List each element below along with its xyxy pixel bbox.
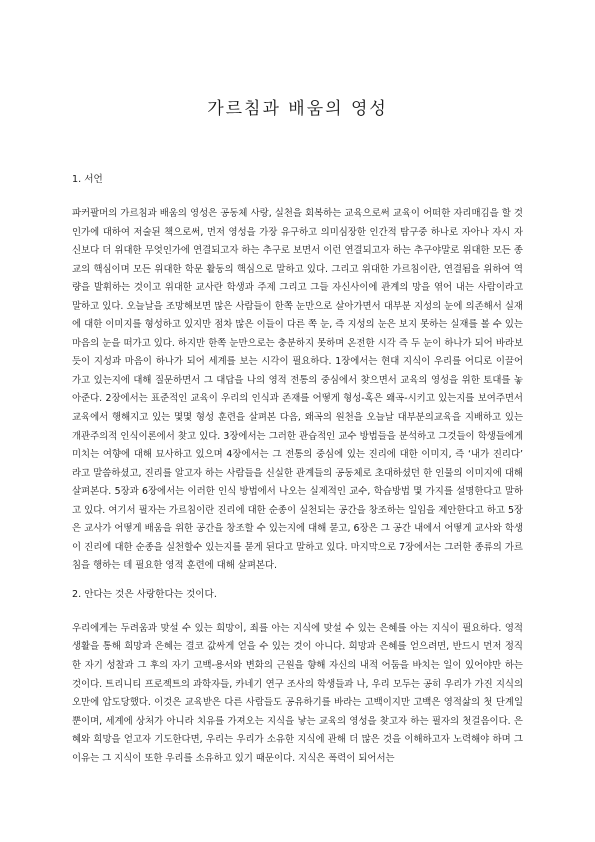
section-paragraph-knowing-is-loving: 우리에게는 두려움과 맞설 수 있는 희망이, 죄를 아는 지식에 맞설 수 있는 은혜를 아는 지식이 필요하다. 영적 생활을 통해 희망과 은혜는 결코 값싸게 얻을 수 있는 것이 아니다. 희망과 은혜를 얻으려면, 반드시 먼저 정직한 자기 성찰과 그 후의 자기 고백-용서와 변화의 근원을 향해 자신의 내적 어둠을 바치는 일이 있어야만 하는 것이다. 트리니티 프로젝트의 과학자들, 카네기 연구 조사의 학생들과 나, 우리 모두는 공히 우리가 가진 지식의 오만에 압도당했다. 이것은 교육받은 다른 사람들도 공유하기를 바라는 고백이지만 고백은 영적삶의 첫 단계일 뿐이며, 세계에 상처가 아니라 치유를 가져오는 지식을 낳는 교육의 영성을 찾고자 하는 필자의 첫걸음이다. 은혜와 희망을 얻고자 기도한다면, 우리는 우리가 소유한 지식에 관해 더 많은 것을 이해하고자 노력해야 하며 그 이유는 그 지식이 또한 우리를 소유하고 있기 때문이다. 지식은 폭력이 되어서는 xyxy=(72,622,523,764)
section-heading-intro: 1. 서언 xyxy=(72,174,103,185)
document-title: 가르침과 배움의 영성 xyxy=(207,99,388,119)
section-paragraph-intro: 파커팔머의 가르침과 배움의 영성은 공동체 사랑, 실천을 회복하는 교육으로써 교육이 어떠한 자리매김을 할 것인가에 대하여 저술된 책으로써, 먼저 영성을 가장 유구하고 의미심장한 인간적 탐구중 하나로 자아나 자시 자신보다 더 위대한 무엇인가에 연결되고자 하는 추구로 보면서 이런 연결되고자 하는 추구야말로 위대한 모든 종교의 핵심이며 모든 위대한 학문 활동의 핵심으로 말하고 있다. 그리고 위대한 가르침이란, 연결됨을 위하여 역량을 발휘하는 것이고 위대한 교사란 학생과 주제 그리고 그들 자신사이에 관계의 망을 엮어 내는 사람이라고 말하고 있다. 오늘날을 조망해보면 많은 사람들이 한쪽 눈만으로 살아가면서 대부분 지성의 눈에 의존해서 실재에 대한 이미지를 형성하고 있지만 점차 많은 이들이 다른 쪽 눈, 즉 지성의 눈은 보지 못하는 실재를 볼 수 있는 마음의 눈을 떠가고 있다. 하지만 한쪽 눈만으로는 충분하지 못하며 온전한 시각 즉 두 눈이 하나가 되어 바라보듯이 지성과 마음이 하나가 되어 세계를 보는 시각이 필요하다. 1장에서는 현대 지식이 우리를 어디로 이끌어 가고 있는지에 대해 질문하면서 그 대답을 나의 영적 전통의 중심에서 찾으면서 교육의 영성을 위한 토대를 놓아준다. 2장에서는 표준적인 교육이 우리의 인식과 존재를 어떻게 형성-혹은 왜곡-시키고 있는지를 보여주면서 교육에서 행해지고 있는 몇몇 형성 훈련을 살펴본 다음, 왜곡의 원천을 오늘날 대부분의교육을 지배하고 있는 개관주의적 인식이론에서 찾고 있다. 3장에서는 그러한 관습적인 교수 방법들을 분석하고 그것들이 학생들에게 미치는 여향에 대해 묘사하고 있으며 4장에서는 그 전통의 중심에 있는 진리에 대한 이미지, 즉 ‘내가 진리다’ 라고 말씀하셨고, 진리를 알고자 하는 사람들을 신실한 관계들의 공동체로 초대하셨던 한 인물의 이미지에 대해 살펴본다. 5장과 6장에서는 이러한 인식 방법에서 나오는 실제적인 교수, 학습방법 몇 가지를 설명한다고 말하고 있다. 여기서 필자는 가르침이란 진리에 대한 순종이 실천되는 공간을 창조하는 일임을 제안한다고 하고 5장은 교사가 어떻게 배움을 위한 공간을 창조할 수 있는지에 대해 묻고, 6장은 그 공간 내에서 어떻게 교사와 학생이 진리에 대한 순종을 실천할수 있는지를 묻게 된다고 말하고 있다. 마지막으로 7장에서는 그러한 종류의 가르침을 행하는 데 필요한 영적 훈련에 대해 살펴본다. xyxy=(72,208,523,572)
section-heading-knowing-is-loving: 2. 안다는 것은 사랑한다는 것이다. xyxy=(72,588,217,600)
